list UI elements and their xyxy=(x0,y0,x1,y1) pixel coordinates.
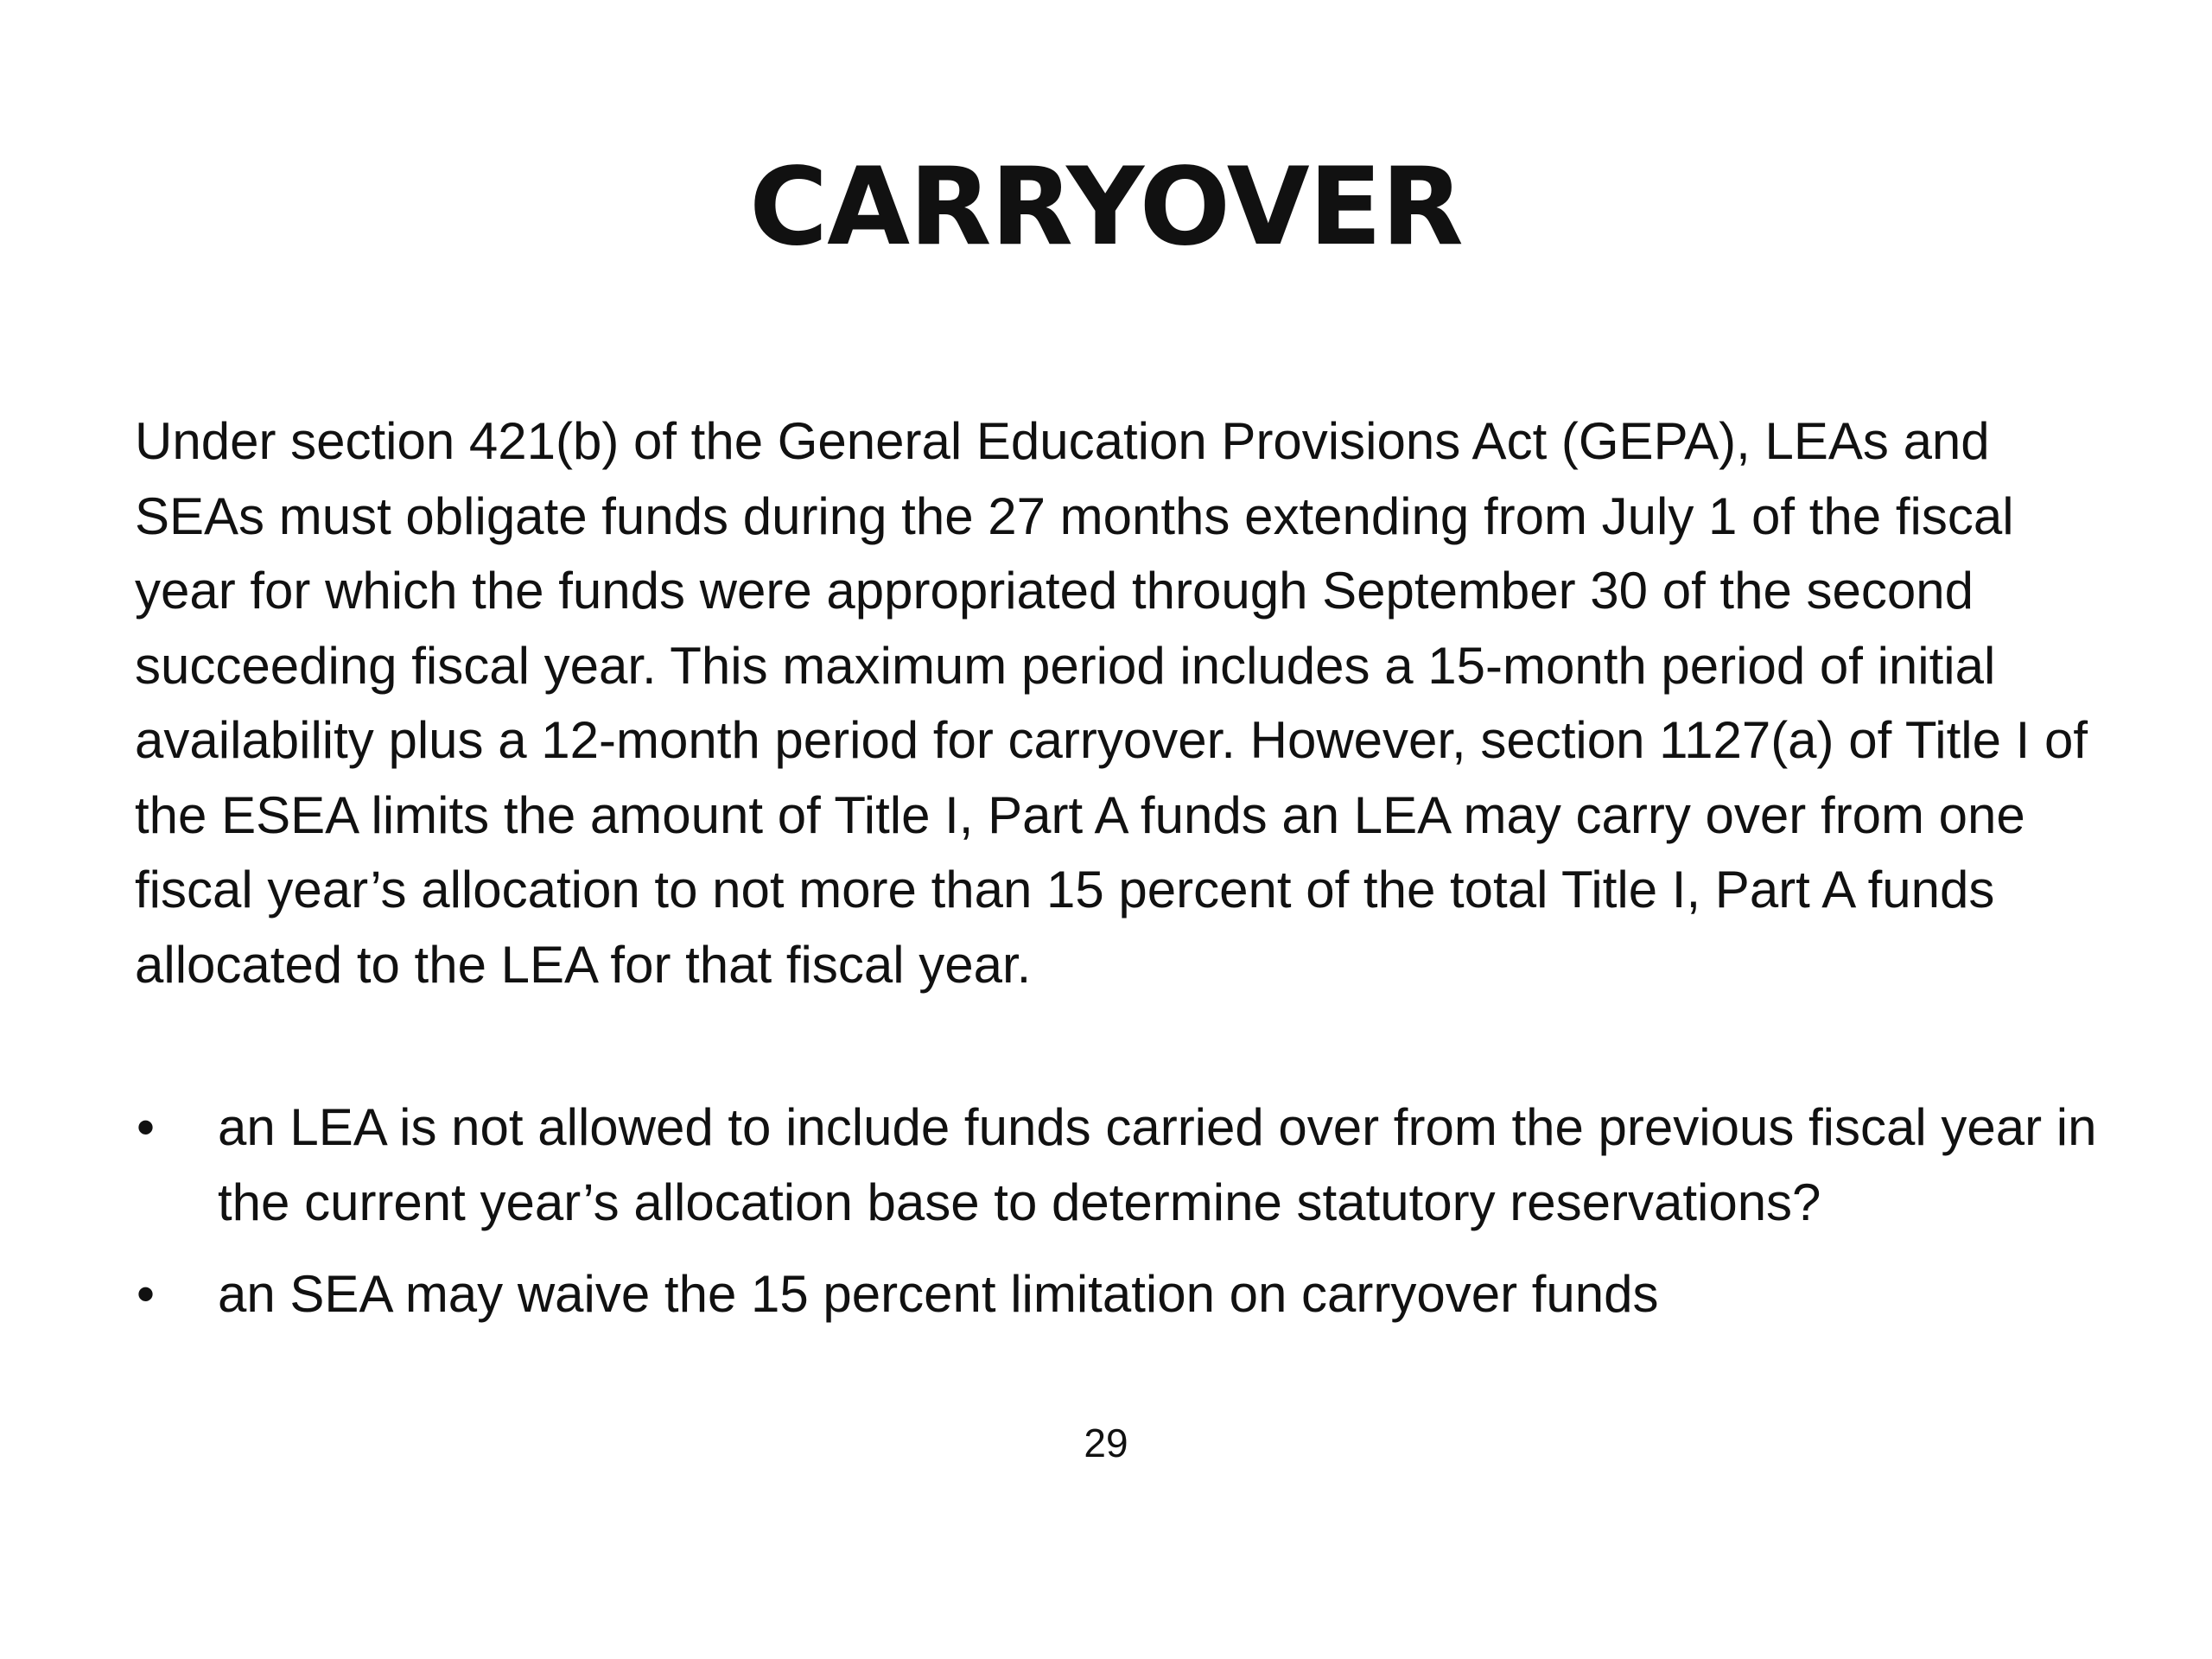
bullet-dot-icon: • xyxy=(137,1098,156,1156)
bullet-list xyxy=(135,1090,2122,1350)
slide-title: CARRYOVER xyxy=(749,145,1463,270)
bullet-text: an SEA may waive the 15 percent limitation on carryover funds xyxy=(218,1265,1659,1323)
page-number: 29 xyxy=(1084,1421,1128,1465)
bullet-item xyxy=(135,1257,2122,1332)
body-paragraph: Under section 421(b) of the General Education Provisions Act (GEPA), LEAs and SEAs must obligate funds during the 27 months extending from July 1 of the fiscal year for which the funds were appropriated through September 30 of the second succeeding fiscal year. This maximum period includes a 15-month period of initial availability plus a 12-month period for carryover. However, section 1127(a) of Title I of the ESEA limits the amount of Title I, Part A funds an LEA may carry over from one fiscal year’s allocation to not more than 15 percent of the total Title I, Part A funds allocated to the LEA for that fiscal year. xyxy=(135,412,2088,994)
bullet-dot-icon: • xyxy=(137,1265,156,1323)
bullet-text: an LEA is not allowed to include funds carried over from the previous fiscal year in the current year’s allocation base to determine statutory reservations? xyxy=(218,1098,2097,1231)
bullet-item xyxy=(135,1090,2122,1240)
